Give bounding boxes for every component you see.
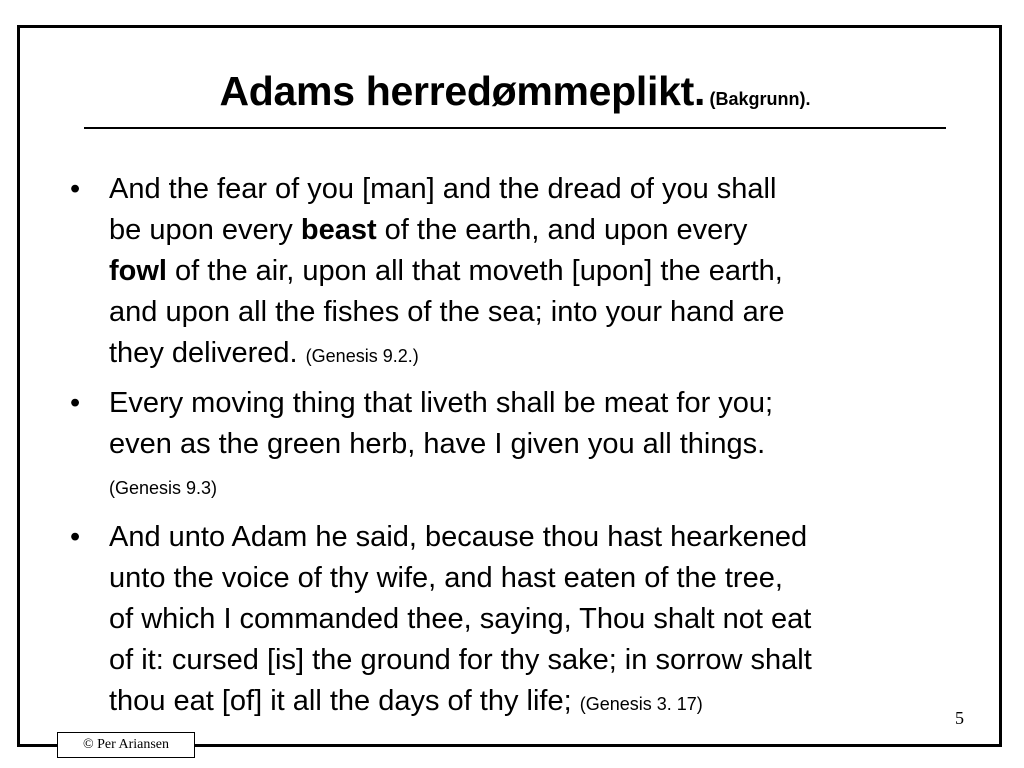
bullet-line [109, 517, 960, 558]
bullet-line [109, 465, 960, 511]
bullet-text: And unto Adam he said, because thou hast hearkened [109, 521, 808, 553]
bullet-item [70, 517, 960, 725]
bullet-line [109, 558, 960, 599]
scripture-reference: (Genesis 3. 17) [579, 694, 703, 714]
bullet-line [109, 383, 960, 424]
bullet-text: of the earth, and upon every [376, 214, 748, 246]
bullet-line [109, 169, 960, 210]
bullet-text: Every moving thing that liveth shall be meat for you; [109, 387, 774, 419]
bullet-text: thou eat [of] it all the days of thy life; [109, 685, 580, 717]
bullet-marker: • [70, 173, 81, 205]
title-divider [84, 127, 946, 129]
bullet-line [109, 251, 960, 292]
bullet-text: of which I commanded thee, saying, Thou shalt not eat [109, 603, 812, 635]
bullet-text: they delivered. [109, 337, 306, 369]
bullet-text: of it: cursed [is] the ground for thy sake; in sorrow shalt [109, 644, 812, 676]
bullet-marker: • [70, 387, 81, 419]
scripture-reference: (Genesis 9.3) [109, 478, 218, 498]
bullet-line [109, 424, 960, 465]
bullet-line [109, 681, 960, 725]
scripture-reference: (Genesis 9.2.) [305, 346, 419, 366]
bullet-text: and upon all the fishes of the sea; into your hand are [109, 296, 785, 328]
bullet-text: even as the green herb, have I given you all things. [109, 428, 766, 460]
bullet-text: unto the voice of thy wife, and hast eaten of the tree, [109, 562, 783, 594]
copyright-box: © Per Ariansen [57, 732, 195, 758]
bullet-text: And the fear of you [man] and the dread of you shall [109, 173, 777, 205]
bullet-line [109, 210, 960, 251]
bullet-item [70, 383, 960, 511]
slide-title [84, 68, 946, 115]
bullet-line [109, 333, 960, 377]
bullet-line [109, 599, 960, 640]
bullet-item [70, 169, 960, 377]
emphasis-text: fowl [109, 255, 167, 287]
title-main: Adams herredømmeplikt. [219, 68, 706, 114]
page-number: 5 [955, 708, 964, 728]
bullet-marker: • [70, 521, 81, 553]
bullet-text: of the air, upon all that moveth [upon] the earth, [167, 255, 783, 287]
emphasis-text: beast [300, 214, 377, 246]
title-subtitle: (Bakgrunn). [709, 89, 811, 109]
bullet-list [70, 169, 960, 725]
bullet-line [109, 640, 960, 681]
bullet-line [109, 292, 960, 333]
bullet-text: be upon every [109, 214, 301, 246]
